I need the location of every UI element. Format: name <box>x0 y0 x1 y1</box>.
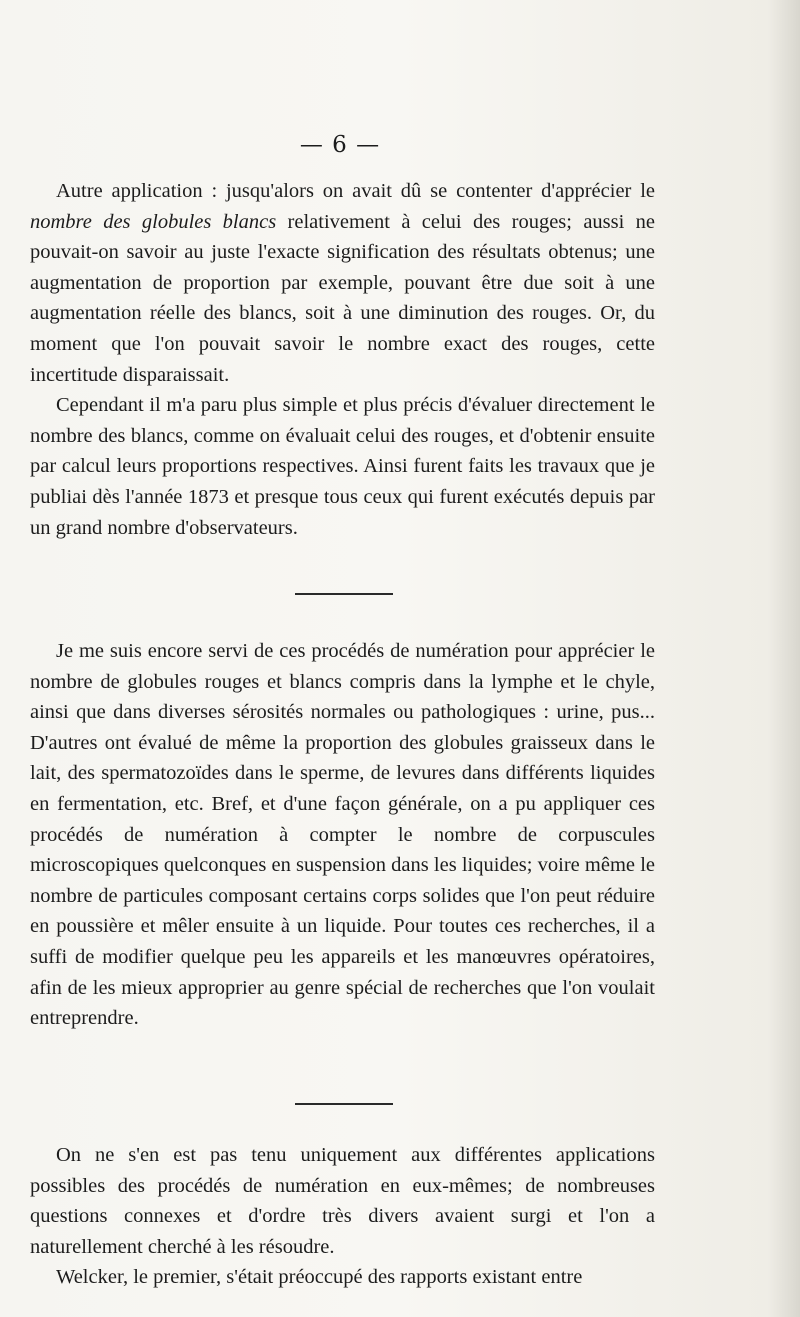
section-1 <box>30 176 655 543</box>
paragraph-3: Je me suis encore servi de ces procédés de numération pour apprécier le nombre de globules rouges et blancs compris dans la lymphe et le chyle, ainsi que dans diverses sérosités normales ou pathologiques : urine, pus... D'autres ont évalué de même la proportion des globules graisseux dans le lait, des spermatozoïdes dans le sperme, de levures dans différents liquides en fermentation, etc. Bref, et d'une façon générale, on a pu appliquer ces procédés de numération à compter le nombre de corpuscules microscopiques quelconques en suspension dans les liquides; voire même le nombre de particules composant certains corps solides que l'on peut réduire en poussière et mêler ensuite à un liquide. Pour toutes ces recherches, il a suffi de modifier quelque peu les appareils et les manœuvres opératoires, afin de les mieux approprier au genre spécial de recherches que l'on voulait entreprendre. <box>30 640 655 1030</box>
paragraph-1-start: Autre application : jusqu'alors on avait dû se contenter d'apprécier le <box>56 180 655 202</box>
section-2 <box>30 636 655 1034</box>
paragraph-2: Cependant il m'a paru plus simple et plus précis d'évaluer directement le nombre des blancs, comme on évaluait celui des rouges, et d'obtenir ensuite par calcul leurs proportions respectives. Ainsi furent faits les travaux que je publiai dès l'année 1873 et presque tous ceux qui furent exécutés depuis par un grand nombre d'observateurs. <box>30 394 655 539</box>
paragraph-4: On ne s'en est pas tenu uniquement aux différentes applications possibles des procédés de numération en eux-mêmes; de nombreuses questions connexes et d'ordre très divers avaient surgi et l'on a naturellement cherché à les résoudre. <box>30 1144 655 1258</box>
section-divider <box>295 593 393 595</box>
emphasis-globules-blancs: nombre des globules blancs <box>30 210 277 233</box>
paragraph-1 <box>30 176 655 390</box>
section-3 <box>30 1140 655 1293</box>
section-divider <box>295 1103 393 1105</box>
page-number: — 6 — <box>299 132 381 158</box>
paragraph-1-end: relativement à celui des rouges; aussi ne pouvait-on savoir au juste l'exacte signification des résultats obtenus; une augmentation de proportion par exemple, pouvant être due soit à une augmentation réelle des blancs, soit à une diminution des rouges. Or, du moment que l'on pouvait savoir le nombre exact des rouges, cette incertitude disparaissait. <box>30 210 656 386</box>
paragraph-5: Welcker, le premier, s'était préoccupé des rapports existant entre <box>56 1266 583 1289</box>
